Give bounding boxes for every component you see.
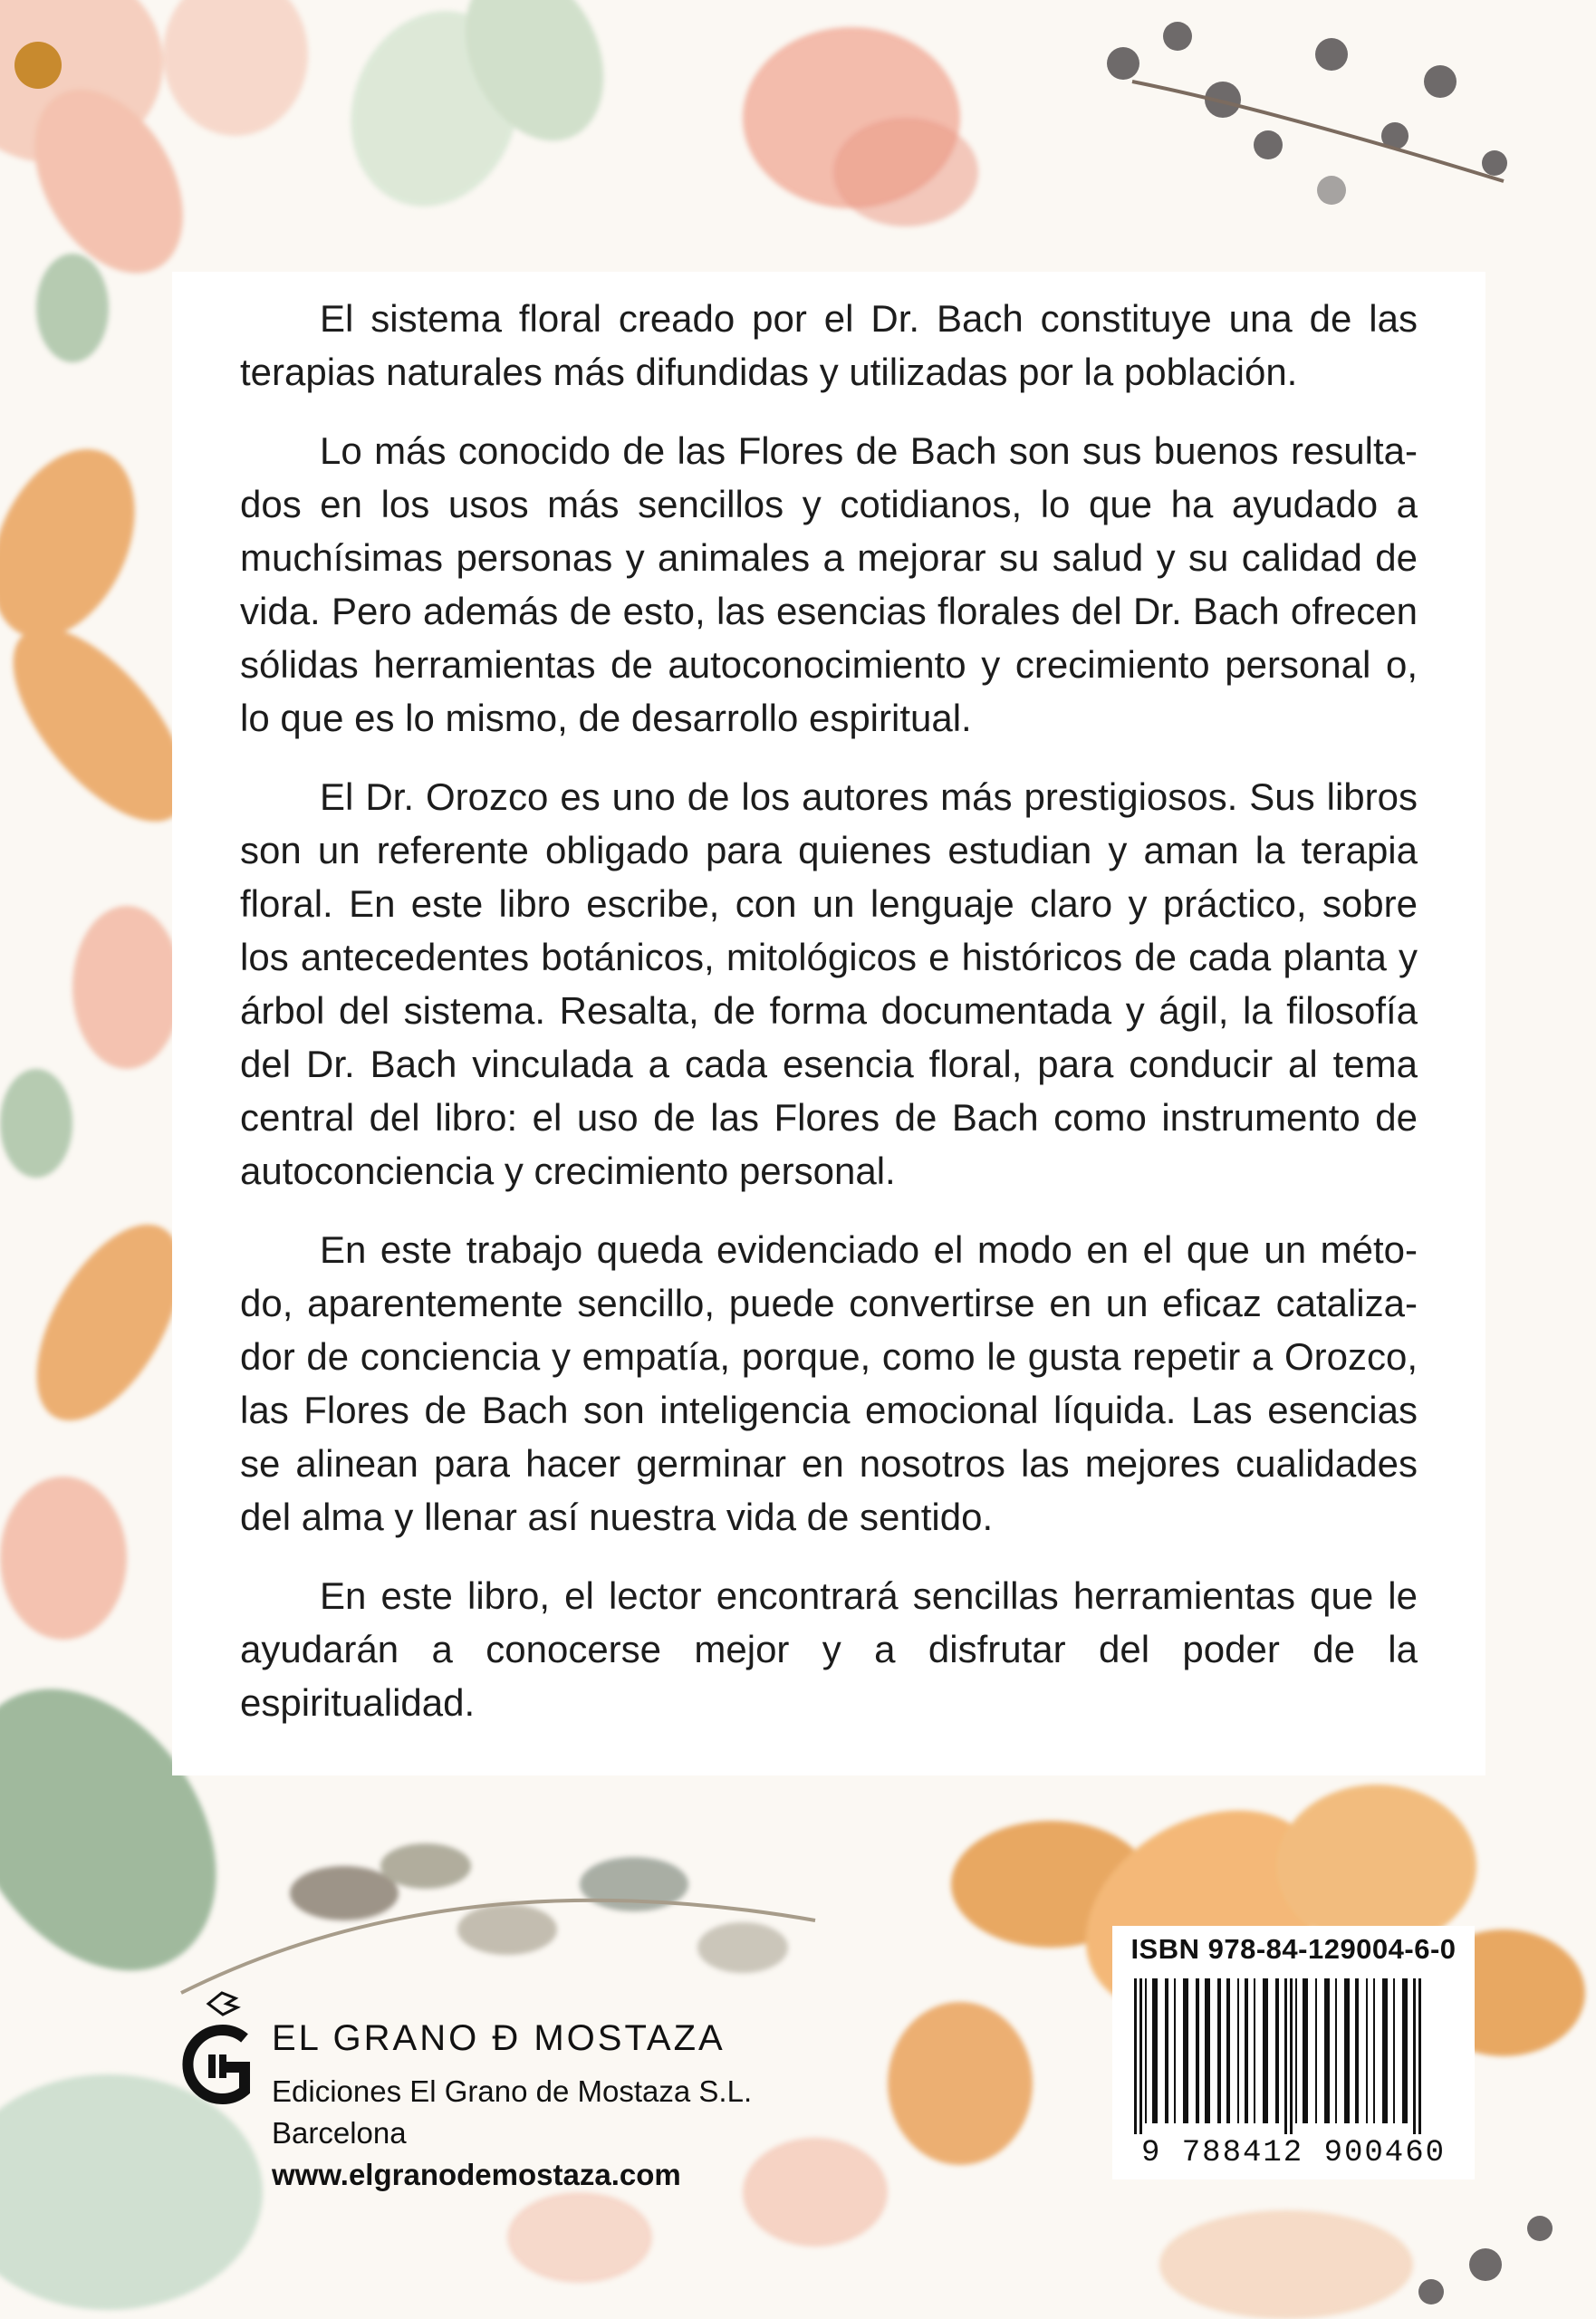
barcode-bar: [1418, 1978, 1421, 2134]
barcode-bar: [1183, 1978, 1188, 2123]
publisher-name: EL GRANO Ð MOSTAZA: [272, 2018, 726, 2058]
barcode-bar: [1165, 1978, 1168, 2123]
publisher-city: Barcelona: [272, 2116, 407, 2150]
isbn-digits: 9 788412 900460: [1140, 2136, 1447, 2170]
barcode-bar: [1237, 1978, 1239, 2123]
barcode-bar: [1139, 1978, 1142, 2134]
barcode: [1130, 1978, 1457, 2134]
barcode-bar: [1196, 1978, 1199, 2123]
barcode-bar: [1324, 1978, 1330, 2123]
dove-over-g-icon: [172, 1984, 272, 2111]
barcode-bar: [1315, 1978, 1317, 2123]
paragraph: El sistema floral creado por el Dr. Bach constituye una de las terapias naturales más difundidas y utilizadas por la población.: [240, 297, 1418, 393]
barcode-bar: [1245, 1978, 1248, 2123]
barcode-bar: [1295, 1978, 1297, 2123]
paragraph: En este trabajo queda evidenciado el modo en el que un método, aparentemente sencillo, puede convertirse en un eficaz catalizador de conciencia y empatía, porque, como le gusta repetir a Orozco, las Flores de Bach son inteligencia emocional líquida. Las esencias se alinean para hacer germinar en nosotros las mejores cualidades del alma y llenar así nuestra vida de sentido.: [240, 1228, 1418, 1538]
paragraph: Lo más conocido de las Flores de Bach son sus buenos resultados en los usos más sencillos y cotidianos, lo que ha ayudado a muchísimas personas y animales a mejorar su salud y su calidad de vida. Pero además de esto, las esencias florales del Dr. Bach ofrecen sólidas herramientas de autoconocimiento y crecimiento personal o, lo que es lo mismo, de desarrollo espiritual.: [240, 429, 1418, 739]
barcode-bar: [1355, 1978, 1359, 2123]
publisher-company: Ediciones El Grano de Mostaza S.L.: [272, 2074, 753, 2108]
barcode-bar: [1335, 1978, 1337, 2123]
barcode-bar: [1152, 1978, 1158, 2123]
barcode-bar: [1373, 1978, 1375, 2123]
barcode-bar: [1174, 1978, 1176, 2123]
paragraph: En este libro, el lector encontrará sencillas herramientas que le ayudarán a conocerse mejor y a disfrutar del poder de la espiritualidad.: [240, 1574, 1418, 1724]
barcode-bar: [1205, 1978, 1210, 2123]
barcode-bar: [1303, 1978, 1308, 2123]
barcode-bar: [1290, 1978, 1293, 2134]
publisher-block: [172, 1984, 806, 2201]
pink-flower-icon: [0, 0, 978, 299]
barcode-bar: [1217, 1978, 1221, 2123]
back-cover-blurb: [240, 292, 1418, 1755]
isbn-barcode-box: [1112, 1926, 1475, 2179]
barcode-bar: [1344, 1978, 1350, 2123]
paragraph: El Dr. Orozco es uno de los autores más prestigiosos. Sus libros son un referente obligado para quienes estudian y aman la terapia floral. En este libro escribe, con un lenguaje claro y práctico, sobre los antecedentes botánicos, mitológicos e históricos de cada planta y árbol del sistema. Resalta, de forma documentada y ágil, la filosofía del Dr. Bach vinculada a cada esencia floral, para conducir al tema central del libro: el uso de las Flores de Bach como instrumento de autoconciencia y crecimiento personal.: [240, 775, 1418, 1192]
barcode-bar: [1134, 1978, 1137, 2134]
barcode-bar: [1366, 1978, 1368, 2123]
barcode-bar: [1402, 1978, 1408, 2123]
publisher-website[interactable]: www.elgranodemostaza.com: [272, 2158, 681, 2191]
barcode-bar: [1284, 1978, 1287, 2134]
barcode-bar: [1382, 1978, 1388, 2123]
barcode-bar: [1413, 1978, 1416, 2134]
barcode-bar: [1275, 1978, 1279, 2123]
isbn-label: ISBN 978-84-129004-6-0: [1130, 1933, 1457, 1965]
barcode-bar: [1145, 1978, 1147, 2123]
barcode-bar: [1254, 1978, 1255, 2123]
barcode-bar: [1263, 1978, 1268, 2123]
barcode-bar: [1393, 1978, 1395, 2123]
barcode-bar: [1226, 1978, 1230, 2123]
berry-branch-icon: [1107, 22, 1507, 205]
